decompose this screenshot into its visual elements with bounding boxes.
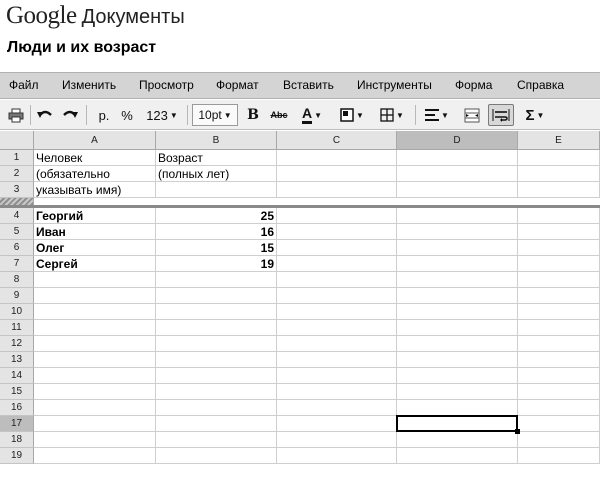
cell-d15[interactable] bbox=[397, 384, 518, 400]
menu-view[interactable]: Просмотр bbox=[139, 78, 194, 92]
cell-d18[interactable] bbox=[397, 432, 518, 448]
menu-form[interactable]: Форма bbox=[455, 78, 493, 92]
cell-e7[interactable] bbox=[518, 256, 600, 272]
cell-c6[interactable] bbox=[277, 240, 397, 256]
cell-e15[interactable] bbox=[518, 384, 600, 400]
chevron-down-icon: ▼ bbox=[356, 110, 364, 120]
borders-icon bbox=[380, 108, 394, 122]
cell-a17[interactable] bbox=[34, 416, 156, 432]
cell-b4[interactable]: 25 bbox=[156, 208, 277, 224]
bold-button[interactable]: B bbox=[247, 107, 259, 123]
row-header-19[interactable]: 19 bbox=[0, 448, 34, 464]
menu-file[interactable]: Файл bbox=[9, 78, 39, 92]
cell-c1[interactable] bbox=[277, 150, 397, 166]
active-cell-outline bbox=[396, 415, 518, 432]
cell-c18[interactable] bbox=[277, 432, 397, 448]
cell-d1[interactable] bbox=[397, 150, 518, 166]
cell-a8[interactable] bbox=[34, 272, 156, 288]
cell-a12[interactable] bbox=[34, 336, 156, 352]
cell-b8[interactable] bbox=[156, 272, 277, 288]
logo-brand: Google bbox=[6, 2, 77, 29]
cell-a9[interactable] bbox=[34, 288, 156, 304]
row-header-13[interactable]: 13 bbox=[0, 352, 34, 368]
cell-b5[interactable]: 16 bbox=[156, 224, 277, 240]
cell-a13[interactable] bbox=[34, 352, 156, 368]
cell-e19[interactable] bbox=[518, 448, 600, 464]
cell-e9[interactable] bbox=[518, 288, 600, 304]
cell-e8[interactable] bbox=[518, 272, 600, 288]
cell-a19[interactable] bbox=[34, 448, 156, 464]
row-header-9[interactable]: 9 bbox=[0, 288, 34, 304]
chevron-down-icon: ▼ bbox=[169, 110, 178, 120]
cell-e4[interactable] bbox=[518, 208, 600, 224]
fill-handle[interactable] bbox=[515, 429, 520, 434]
strikethrough-button[interactable]: Abc bbox=[270, 110, 288, 120]
spreadsheet-grid[interactable] bbox=[0, 131, 600, 490]
cell-e6[interactable] bbox=[518, 240, 600, 256]
document-title[interactable]: Люди и их возраст bbox=[7, 39, 157, 56]
cell-b6[interactable]: 15 bbox=[156, 240, 277, 256]
menu-tools[interactable]: Инструменты bbox=[357, 78, 432, 92]
align-dropdown[interactable] bbox=[420, 104, 454, 126]
cell-c7[interactable] bbox=[277, 256, 397, 272]
print-icon[interactable] bbox=[6, 104, 26, 126]
cell-c16[interactable] bbox=[277, 400, 397, 416]
percent-format-button[interactable]: % bbox=[121, 107, 133, 123]
cell-c12[interactable] bbox=[277, 336, 397, 352]
cell-b9[interactable] bbox=[156, 288, 277, 304]
cell-d16[interactable] bbox=[397, 400, 518, 416]
cell-e13[interactable] bbox=[518, 352, 600, 368]
cell-e14[interactable] bbox=[518, 368, 600, 384]
column-header-c[interactable]: C bbox=[277, 131, 397, 150]
cell-b7[interactable]: 19 bbox=[156, 256, 277, 272]
font-size-dropdown[interactable] bbox=[192, 104, 238, 126]
cell-a16[interactable] bbox=[34, 400, 156, 416]
cell-d10[interactable] bbox=[397, 304, 518, 320]
number-format-label: 123 bbox=[146, 107, 168, 123]
cell-d19[interactable] bbox=[397, 448, 518, 464]
chevron-down-icon: ▼ bbox=[396, 110, 404, 120]
menu-edit[interactable]: Изменить bbox=[62, 78, 117, 92]
cell-b18[interactable] bbox=[156, 432, 277, 448]
cell-c19[interactable] bbox=[277, 448, 397, 464]
font-size-label: 10pt bbox=[198, 108, 222, 122]
cell-a4[interactable]: Георгий bbox=[34, 208, 156, 224]
number-format-dropdown[interactable] bbox=[141, 104, 183, 126]
cell-e11[interactable] bbox=[518, 320, 600, 336]
app-logo[interactable] bbox=[6, 2, 185, 32]
cell-d13[interactable] bbox=[397, 352, 518, 368]
cell-c17[interactable] bbox=[277, 416, 397, 432]
menu-help[interactable]: Справка bbox=[517, 78, 565, 92]
cell-d4[interactable] bbox=[397, 208, 518, 224]
cell-b15[interactable] bbox=[156, 384, 277, 400]
cell-b14[interactable] bbox=[156, 368, 277, 384]
cell-d8[interactable] bbox=[397, 272, 518, 288]
row-header-15[interactable]: 15 bbox=[0, 384, 34, 400]
cell-a2[interactable]: (обязательно bbox=[34, 166, 156, 182]
cell-a18[interactable] bbox=[34, 432, 156, 448]
sum-dropdown[interactable] bbox=[520, 104, 550, 126]
cell-d2[interactable] bbox=[397, 166, 518, 182]
cell-c9[interactable] bbox=[277, 288, 397, 304]
row-header-7[interactable]: 7 bbox=[0, 256, 34, 272]
cell-d5[interactable] bbox=[397, 224, 518, 240]
row-header-14[interactable]: 14 bbox=[0, 368, 34, 384]
row-header-4[interactable]: 4 bbox=[0, 208, 34, 224]
row-header-3[interactable]: 3 bbox=[0, 182, 34, 198]
toolbar bbox=[0, 100, 600, 130]
column-header-e[interactable]: E bbox=[518, 131, 600, 150]
row-header-6[interactable]: 6 bbox=[0, 240, 34, 256]
text-color-icon: A bbox=[302, 106, 312, 124]
select-all-corner[interactable] bbox=[0, 131, 34, 150]
row-header-18[interactable]: 18 bbox=[0, 432, 34, 448]
chevron-down-icon: ▼ bbox=[441, 110, 449, 120]
row-header-8[interactable]: 8 bbox=[0, 272, 34, 288]
cell-e10[interactable] bbox=[518, 304, 600, 320]
cell-b16[interactable] bbox=[156, 400, 277, 416]
cell-c8[interactable] bbox=[277, 272, 397, 288]
cell-c3[interactable] bbox=[277, 182, 397, 198]
cell-e5[interactable] bbox=[518, 224, 600, 240]
cell-c4[interactable] bbox=[277, 208, 397, 224]
cell-c5[interactable] bbox=[277, 224, 397, 240]
row-header-12[interactable]: 12 bbox=[0, 336, 34, 352]
cell-c10[interactable] bbox=[277, 304, 397, 320]
cell-d6[interactable] bbox=[397, 240, 518, 256]
cell-b3[interactable] bbox=[156, 182, 277, 198]
wrap-icon[interactable] bbox=[488, 104, 514, 126]
cell-e2[interactable] bbox=[518, 166, 600, 182]
cell-c13[interactable] bbox=[277, 352, 397, 368]
row-header-10[interactable]: 10 bbox=[0, 304, 34, 320]
cell-c14[interactable] bbox=[277, 368, 397, 384]
cell-d9[interactable] bbox=[397, 288, 518, 304]
chevron-down-icon: ▼ bbox=[223, 110, 232, 120]
row-header-17[interactable]: 17 bbox=[0, 416, 34, 432]
cell-a7[interactable]: Сергей bbox=[34, 256, 156, 272]
cell-d7[interactable] bbox=[397, 256, 518, 272]
logo-product: Документы bbox=[81, 6, 185, 28]
cell-b10[interactable] bbox=[156, 304, 277, 320]
chevron-down-icon: ▼ bbox=[536, 110, 545, 120]
redo-icon[interactable] bbox=[60, 104, 80, 126]
cell-b19[interactable] bbox=[156, 448, 277, 464]
cell-c15[interactable] bbox=[277, 384, 397, 400]
cell-a6[interactable]: Олег bbox=[34, 240, 156, 256]
cell-e1[interactable] bbox=[518, 150, 600, 166]
fill-color-icon bbox=[340, 108, 354, 122]
cell-a10[interactable] bbox=[34, 304, 156, 320]
text-color-dropdown[interactable] bbox=[296, 104, 328, 126]
cell-a14[interactable] bbox=[34, 368, 156, 384]
cell-a15[interactable] bbox=[34, 384, 156, 400]
cell-b13[interactable] bbox=[156, 352, 277, 368]
cell-d3[interactable] bbox=[397, 182, 518, 198]
merge-icon[interactable] bbox=[460, 104, 484, 126]
currency-format-button[interactable]: р. bbox=[98, 107, 110, 123]
cell-b2[interactable]: (полных лет) bbox=[156, 166, 277, 182]
chevron-down-icon: ▼ bbox=[314, 110, 323, 120]
fill-color-dropdown[interactable] bbox=[335, 104, 369, 126]
cell-e16[interactable] bbox=[518, 400, 600, 416]
row-header-5[interactable]: 5 bbox=[0, 224, 34, 240]
cell-b17[interactable] bbox=[156, 416, 277, 432]
cell-b12[interactable] bbox=[156, 336, 277, 352]
menu-bar bbox=[0, 72, 600, 99]
cell-d12[interactable] bbox=[397, 336, 518, 352]
cell-e3[interactable] bbox=[518, 182, 600, 198]
cell-b1[interactable]: Возраст bbox=[156, 150, 277, 166]
menu-insert[interactable]: Вставить bbox=[283, 78, 334, 92]
cell-a1[interactable]: Человек bbox=[34, 150, 156, 166]
cell-a5[interactable]: Иван bbox=[34, 224, 156, 240]
align-icon bbox=[425, 109, 439, 121]
row-header-11[interactable]: 11 bbox=[0, 320, 34, 336]
cell-a3[interactable]: указывать имя) bbox=[34, 182, 156, 198]
menu-format[interactable]: Формат bbox=[216, 78, 259, 92]
undo-icon[interactable] bbox=[35, 104, 55, 126]
column-header-d[interactable]: D bbox=[397, 131, 518, 150]
cell-b11[interactable] bbox=[156, 320, 277, 336]
cell-c11[interactable] bbox=[277, 320, 397, 336]
column-header-b[interactable]: B bbox=[156, 131, 277, 150]
cell-d14[interactable] bbox=[397, 368, 518, 384]
cell-e12[interactable] bbox=[518, 336, 600, 352]
borders-dropdown[interactable] bbox=[375, 104, 409, 126]
cell-c2[interactable] bbox=[277, 166, 397, 182]
cell-d11[interactable] bbox=[397, 320, 518, 336]
cell-a11[interactable] bbox=[34, 320, 156, 336]
row-header-16[interactable]: 16 bbox=[0, 400, 34, 416]
cell-e17[interactable] bbox=[518, 416, 600, 432]
cell-e18[interactable] bbox=[518, 432, 600, 448]
row-header-1[interactable]: 1 bbox=[0, 150, 34, 166]
column-header-a[interactable]: A bbox=[34, 131, 156, 150]
row-header-2[interactable]: 2 bbox=[0, 166, 34, 182]
sum-icon: Σ bbox=[525, 106, 535, 124]
